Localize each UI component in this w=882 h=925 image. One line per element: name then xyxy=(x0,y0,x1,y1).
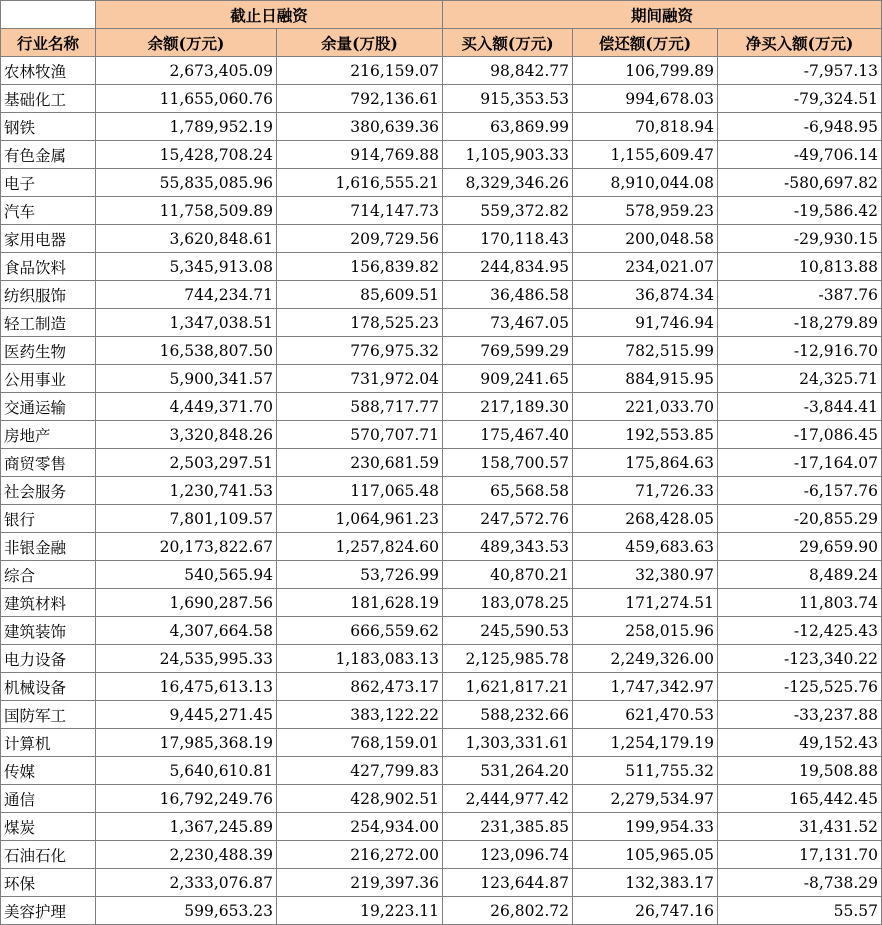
volume-cell: 666,559.62 xyxy=(277,617,443,645)
table-row xyxy=(1,113,882,141)
repay-amount-cell: 782,515.99 xyxy=(573,337,718,365)
industry-name-cell: 电力设备 xyxy=(1,645,96,673)
industry-name-cell: 美容护理 xyxy=(1,897,96,925)
buy-amount-cell: 63,869.99 xyxy=(443,113,573,141)
balance-cell: 744,234.71 xyxy=(96,281,277,309)
repay-amount-cell: 200,048.58 xyxy=(573,225,718,253)
buy-amount-cell: 588,232.66 xyxy=(443,701,573,729)
balance-cell: 9,445,271.45 xyxy=(96,701,277,729)
volume-cell: 209,729.56 xyxy=(277,225,443,253)
volume-cell: 570,707.71 xyxy=(277,421,443,449)
repay-amount-cell: 258,015.96 xyxy=(573,617,718,645)
buy-amount-cell: 170,118.43 xyxy=(443,225,573,253)
industry-name-cell: 公用事业 xyxy=(1,365,96,393)
volume-cell: 254,934.00 xyxy=(277,813,443,841)
repay-amount-cell: 175,864.63 xyxy=(573,449,718,477)
repay-amount-cell: 8,910,044.08 xyxy=(573,169,718,197)
table-row xyxy=(1,85,882,113)
industry-name-cell: 银行 xyxy=(1,505,96,533)
balance-cell: 5,640,610.81 xyxy=(96,757,277,785)
volume-cell: 714,147.73 xyxy=(277,197,443,225)
balance-cell: 1,789,952.19 xyxy=(96,113,277,141)
repay-amount-cell: 221,033.70 xyxy=(573,393,718,421)
table-row xyxy=(1,57,882,85)
balance-cell: 17,985,368.19 xyxy=(96,729,277,757)
volume-cell: 731,972.04 xyxy=(277,365,443,393)
industry-name-cell: 石油石化 xyxy=(1,841,96,869)
net-buy-cell: -7,957.13 xyxy=(718,57,882,85)
repay-amount-cell: 91,746.94 xyxy=(573,309,718,337)
buy-amount-cell: 73,467.05 xyxy=(443,309,573,337)
net-buy-cell: 165,442.45 xyxy=(718,785,882,813)
buy-amount-cell: 175,467.40 xyxy=(443,421,573,449)
volume-cell: 428,902.51 xyxy=(277,785,443,813)
buy-amount-cell: 231,385.85 xyxy=(443,813,573,841)
balance-cell: 5,345,913.08 xyxy=(96,253,277,281)
balance-cell: 15,428,708.24 xyxy=(96,141,277,169)
buy-amount-cell: 183,078.25 xyxy=(443,589,573,617)
net-buy-cell: -18,279.89 xyxy=(718,309,882,337)
volume-cell: 383,122.22 xyxy=(277,701,443,729)
volume-cell: 792,136.61 xyxy=(277,85,443,113)
repay-amount-cell: 1,254,179.19 xyxy=(573,729,718,757)
table-row xyxy=(1,225,882,253)
industry-name-cell: 农林牧渔 xyxy=(1,57,96,85)
net-buy-cell: -387.76 xyxy=(718,281,882,309)
buy-amount-cell: 247,572.76 xyxy=(443,505,573,533)
balance-cell: 4,449,371.70 xyxy=(96,393,277,421)
header-group-end-of-day: 截止日融资 xyxy=(96,1,443,29)
volume-cell: 768,159.01 xyxy=(277,729,443,757)
net-buy-cell: -123,340.22 xyxy=(718,645,882,673)
repay-amount-cell: 70,818.94 xyxy=(573,113,718,141)
volume-cell: 117,065.48 xyxy=(277,477,443,505)
net-buy-cell: -6,157.76 xyxy=(718,477,882,505)
net-buy-cell: -29,930.15 xyxy=(718,225,882,253)
volume-cell: 380,639.36 xyxy=(277,113,443,141)
industry-name-cell: 综合 xyxy=(1,561,96,589)
balance-cell: 1,230,741.53 xyxy=(96,477,277,505)
industry-name-cell: 社会服务 xyxy=(1,477,96,505)
table-row xyxy=(1,701,882,729)
net-buy-cell: -19,586.42 xyxy=(718,197,882,225)
balance-cell: 11,758,509.89 xyxy=(96,197,277,225)
header-column-row xyxy=(1,29,882,57)
table-row xyxy=(1,365,882,393)
table-row xyxy=(1,869,882,897)
column-header-buy: 买入额(万元) xyxy=(443,29,573,57)
net-buy-cell: 31,431.52 xyxy=(718,813,882,841)
balance-cell: 599,653.23 xyxy=(96,897,277,925)
volume-cell: 19,223.11 xyxy=(277,897,443,925)
buy-amount-cell: 65,568.58 xyxy=(443,477,573,505)
table-row xyxy=(1,589,882,617)
balance-cell: 1,347,038.51 xyxy=(96,309,277,337)
table-row xyxy=(1,169,882,197)
industry-name-cell: 家用电器 xyxy=(1,225,96,253)
balance-cell: 2,230,488.39 xyxy=(96,841,277,869)
buy-amount-cell: 769,599.29 xyxy=(443,337,573,365)
net-buy-cell: -12,916.70 xyxy=(718,337,882,365)
table-header xyxy=(1,1,882,57)
industry-name-cell: 环保 xyxy=(1,869,96,897)
table-row xyxy=(1,561,882,589)
buy-amount-cell: 245,590.53 xyxy=(443,617,573,645)
net-buy-cell: -20,855.29 xyxy=(718,505,882,533)
buy-amount-cell: 1,105,903.33 xyxy=(443,141,573,169)
net-buy-cell: -33,237.88 xyxy=(718,701,882,729)
net-buy-cell: -3,844.41 xyxy=(718,393,882,421)
net-buy-cell: 55.57 xyxy=(718,897,882,925)
balance-cell: 55,835,085.96 xyxy=(96,169,277,197)
net-buy-cell: -17,164.07 xyxy=(718,449,882,477)
table-body xyxy=(1,57,882,925)
table-row xyxy=(1,729,882,757)
buy-amount-cell: 123,644.87 xyxy=(443,869,573,897)
balance-cell: 4,307,664.58 xyxy=(96,617,277,645)
balance-cell: 5,900,341.57 xyxy=(96,365,277,393)
industry-name-cell: 有色金属 xyxy=(1,141,96,169)
net-buy-cell: -17,086.45 xyxy=(718,421,882,449)
column-header-volume: 余量(万股) xyxy=(277,29,443,57)
industry-name-cell: 钢铁 xyxy=(1,113,96,141)
repay-amount-cell: 268,428.05 xyxy=(573,505,718,533)
balance-cell: 3,620,848.61 xyxy=(96,225,277,253)
buy-amount-cell: 8,329,346.26 xyxy=(443,169,573,197)
buy-amount-cell: 559,372.82 xyxy=(443,197,573,225)
net-buy-cell: -12,425.43 xyxy=(718,617,882,645)
volume-cell: 216,272.00 xyxy=(277,841,443,869)
industry-name-cell: 轻工制造 xyxy=(1,309,96,337)
balance-cell: 11,655,060.76 xyxy=(96,85,277,113)
net-buy-cell: -580,697.82 xyxy=(718,169,882,197)
repay-amount-cell: 1,155,609.47 xyxy=(573,141,718,169)
volume-cell: 230,681.59 xyxy=(277,449,443,477)
balance-cell: 2,333,076.87 xyxy=(96,869,277,897)
buy-amount-cell: 40,870.21 xyxy=(443,561,573,589)
industry-name-cell: 国防军工 xyxy=(1,701,96,729)
industry-name-cell: 建筑材料 xyxy=(1,589,96,617)
repay-amount-cell: 2,279,534.97 xyxy=(573,785,718,813)
balance-cell: 3,320,848.26 xyxy=(96,421,277,449)
buy-amount-cell: 909,241.65 xyxy=(443,365,573,393)
table-row xyxy=(1,393,882,421)
volume-cell: 588,717.77 xyxy=(277,393,443,421)
net-buy-cell: -6,948.95 xyxy=(718,113,882,141)
volume-cell: 1,183,083.13 xyxy=(277,645,443,673)
volume-cell: 1,257,824.60 xyxy=(277,533,443,561)
repay-amount-cell: 621,470.53 xyxy=(573,701,718,729)
table-row xyxy=(1,617,882,645)
industry-name-cell: 商贸零售 xyxy=(1,449,96,477)
table-row xyxy=(1,421,882,449)
buy-amount-cell: 217,189.30 xyxy=(443,393,573,421)
repay-amount-cell: 459,683.63 xyxy=(573,533,718,561)
industry-name-cell: 交通运输 xyxy=(1,393,96,421)
balance-cell: 24,535,995.33 xyxy=(96,645,277,673)
repay-amount-cell: 36,874.34 xyxy=(573,281,718,309)
industry-name-cell: 传媒 xyxy=(1,757,96,785)
net-buy-cell: 19,508.88 xyxy=(718,757,882,785)
volume-cell: 1,616,555.21 xyxy=(277,169,443,197)
buy-amount-cell: 244,834.95 xyxy=(443,253,573,281)
buy-amount-cell: 1,621,817.21 xyxy=(443,673,573,701)
industry-name-cell: 医药生物 xyxy=(1,337,96,365)
net-buy-cell: 24,325.71 xyxy=(718,365,882,393)
buy-amount-cell: 98,842.77 xyxy=(443,57,573,85)
volume-cell: 862,473.17 xyxy=(277,673,443,701)
net-buy-cell: 17,131.70 xyxy=(718,841,882,869)
repay-amount-cell: 132,383.17 xyxy=(573,869,718,897)
column-header-balance: 余额(万元) xyxy=(96,29,277,57)
buy-amount-cell: 489,343.53 xyxy=(443,533,573,561)
repay-amount-cell: 106,799.89 xyxy=(573,57,718,85)
table-row xyxy=(1,813,882,841)
balance-cell: 2,503,297.51 xyxy=(96,449,277,477)
volume-cell: 1,064,961.23 xyxy=(277,505,443,533)
buy-amount-cell: 915,353.53 xyxy=(443,85,573,113)
volume-cell: 53,726.99 xyxy=(277,561,443,589)
industry-name-cell: 计算机 xyxy=(1,729,96,757)
industry-name-cell: 基础化工 xyxy=(1,85,96,113)
table-row xyxy=(1,533,882,561)
balance-cell: 1,690,287.56 xyxy=(96,589,277,617)
balance-cell: 2,673,405.09 xyxy=(96,57,277,85)
buy-amount-cell: 2,444,977.42 xyxy=(443,785,573,813)
buy-amount-cell: 1,303,331.61 xyxy=(443,729,573,757)
net-buy-cell: 49,152.43 xyxy=(718,729,882,757)
repay-amount-cell: 884,915.95 xyxy=(573,365,718,393)
table-row xyxy=(1,281,882,309)
table-row xyxy=(1,505,882,533)
repay-amount-cell: 2,249,326.00 xyxy=(573,645,718,673)
net-buy-cell: 11,803.74 xyxy=(718,589,882,617)
volume-cell: 219,397.36 xyxy=(277,869,443,897)
repay-amount-cell: 994,678.03 xyxy=(573,85,718,113)
industry-name-cell: 汽车 xyxy=(1,197,96,225)
table-row xyxy=(1,785,882,813)
table-row xyxy=(1,141,882,169)
header-group-row xyxy=(1,1,882,29)
table-row xyxy=(1,841,882,869)
net-buy-cell: -125,525.76 xyxy=(718,673,882,701)
repay-amount-cell: 234,021.07 xyxy=(573,253,718,281)
net-buy-cell: -8,738.29 xyxy=(718,869,882,897)
industry-name-cell: 通信 xyxy=(1,785,96,813)
buy-amount-cell: 2,125,985.78 xyxy=(443,645,573,673)
balance-cell: 16,538,807.50 xyxy=(96,337,277,365)
repay-amount-cell: 578,959.23 xyxy=(573,197,718,225)
repay-amount-cell: 1,747,342.97 xyxy=(573,673,718,701)
volume-cell: 85,609.51 xyxy=(277,281,443,309)
table-row xyxy=(1,253,882,281)
volume-cell: 776,975.32 xyxy=(277,337,443,365)
repay-amount-cell: 71,726.33 xyxy=(573,477,718,505)
repay-amount-cell: 105,965.05 xyxy=(573,841,718,869)
volume-cell: 914,769.88 xyxy=(277,141,443,169)
buy-amount-cell: 158,700.57 xyxy=(443,449,573,477)
balance-cell: 20,173,822.67 xyxy=(96,533,277,561)
repay-amount-cell: 199,954.33 xyxy=(573,813,718,841)
repay-amount-cell: 192,553.85 xyxy=(573,421,718,449)
industry-name-cell: 机械设备 xyxy=(1,673,96,701)
industry-name-cell: 非银金融 xyxy=(1,533,96,561)
table-row xyxy=(1,197,882,225)
balance-cell: 16,475,613.13 xyxy=(96,673,277,701)
table-row xyxy=(1,897,882,925)
industry-name-cell: 纺织服饰 xyxy=(1,281,96,309)
header-group-period: 期间融资 xyxy=(443,1,882,29)
balance-cell: 1,367,245.89 xyxy=(96,813,277,841)
volume-cell: 181,628.19 xyxy=(277,589,443,617)
repay-amount-cell: 26,747.16 xyxy=(573,897,718,925)
volume-cell: 178,525.23 xyxy=(277,309,443,337)
table-row xyxy=(1,309,882,337)
balance-cell: 16,792,249.76 xyxy=(96,785,277,813)
buy-amount-cell: 531,264.20 xyxy=(443,757,573,785)
table-row xyxy=(1,449,882,477)
volume-cell: 216,159.07 xyxy=(277,57,443,85)
table-row xyxy=(1,673,882,701)
net-buy-cell: 29,659.90 xyxy=(718,533,882,561)
net-buy-cell: 10,813.88 xyxy=(718,253,882,281)
net-buy-cell: -79,324.51 xyxy=(718,85,882,113)
industry-name-cell: 房地产 xyxy=(1,421,96,449)
volume-cell: 427,799.83 xyxy=(277,757,443,785)
header-group-blank xyxy=(1,1,96,29)
table-row xyxy=(1,757,882,785)
industry-name-cell: 电子 xyxy=(1,169,96,197)
table-row xyxy=(1,645,882,673)
industry-name-cell: 食品饮料 xyxy=(1,253,96,281)
repay-amount-cell: 32,380.97 xyxy=(573,561,718,589)
column-header-repay: 偿还额(万元) xyxy=(573,29,718,57)
net-buy-cell: 8,489.24 xyxy=(718,561,882,589)
industry-name-cell: 建筑装饰 xyxy=(1,617,96,645)
repay-amount-cell: 511,755.32 xyxy=(573,757,718,785)
buy-amount-cell: 123,096.74 xyxy=(443,841,573,869)
repay-amount-cell: 171,274.51 xyxy=(573,589,718,617)
table-row xyxy=(1,477,882,505)
balance-cell: 540,565.94 xyxy=(96,561,277,589)
table-row xyxy=(1,337,882,365)
column-header-net-buy: 净买入额(万元) xyxy=(718,29,882,57)
buy-amount-cell: 26,802.72 xyxy=(443,897,573,925)
buy-amount-cell: 36,486.58 xyxy=(443,281,573,309)
column-header-industry: 行业名称 xyxy=(1,29,96,57)
industry-name-cell: 煤炭 xyxy=(1,813,96,841)
net-buy-cell: -49,706.14 xyxy=(718,141,882,169)
balance-cell: 7,801,109.57 xyxy=(96,505,277,533)
volume-cell: 156,839.82 xyxy=(277,253,443,281)
